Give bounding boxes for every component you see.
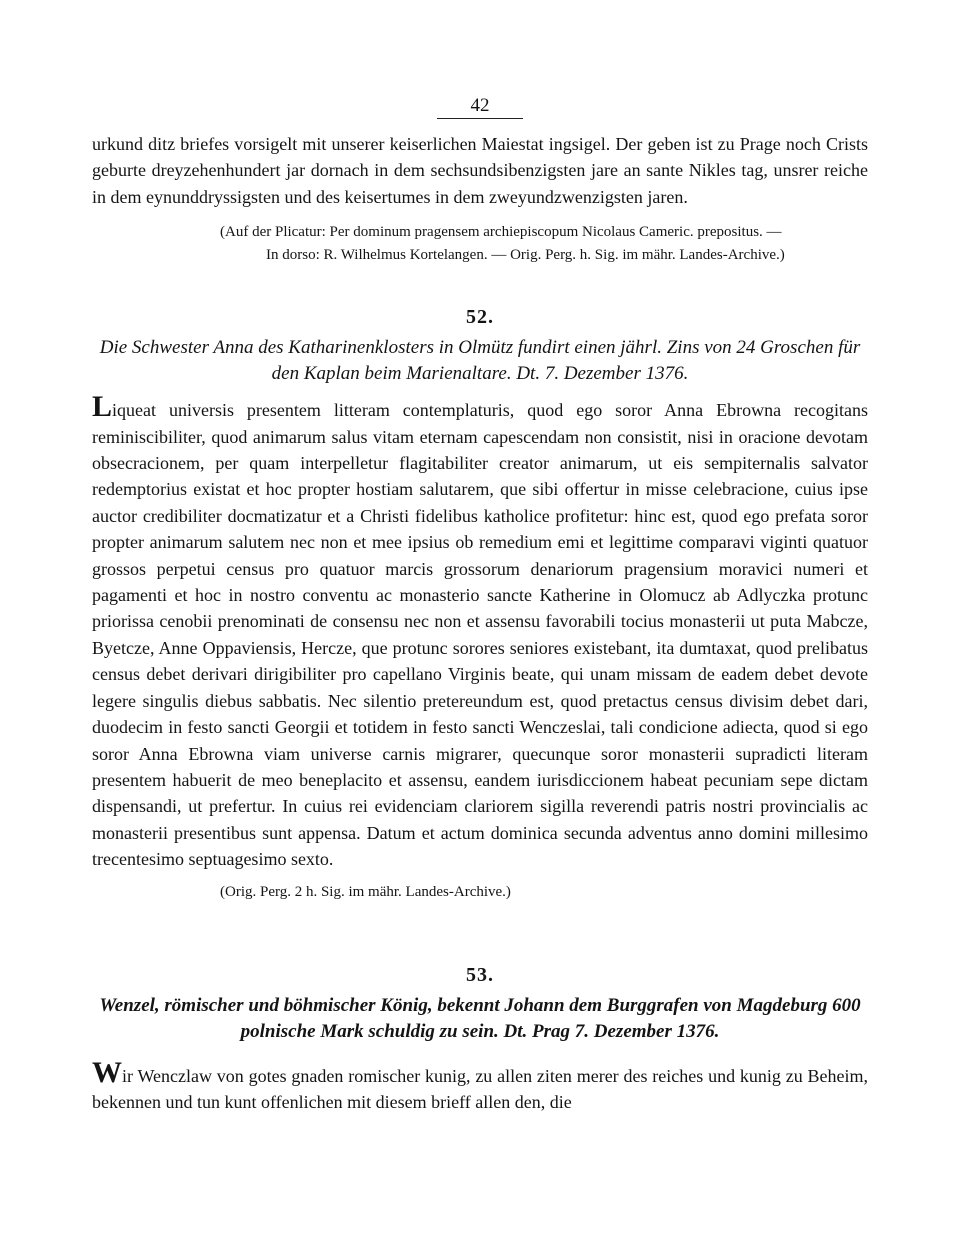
top-paragraph: urkund ditz briefes vorsigelt mit unserer keiserlichen Maiestat ingsigel. Der geben ist zu Prage noch Crists geburte dreyzehenhundert jar dornach in dem sechsundsibenzigsten jare an sante Nikles tag, unsrer reiche in dem eynunddryssigsten und des keisertumes in dem zweyundzwenzigsten jaren.: [92, 134, 868, 207]
document-52-heading: Die Schwester Anna des Katharinenklosters in Olmütz fundirt einen jährl. Zins von 24 Groschen für den Kaplan beim Marienaltare. Dt. 7. Dezember 1376.: [99, 337, 861, 385]
document-52-number: 52.: [466, 306, 494, 329]
document-53-initial: W: [92, 1055, 122, 1089]
document-52-text: [92, 390, 868, 872]
document-53-text: [92, 1055, 868, 1116]
document-52-body: iqueat universis presentem litteram contemplaturis, quod ego soror Anna Ebrowna recogitans reminiscibiliter, quod animarum salus vitam eternam capescendam non consistit, nisi in oracione devotam obsecracionem, per quam interpelletur flagitabiliter creator animarum, ut eis sempiternalis salvator redemptorius existat et hoc propter hostiam salutarem, que sibi offertur in misse celebracione, cuius ipse auctor credibiliter docmatizatur et a Christi fidelibus katholice profitetur: hinc est, quod ego prefata soror propter animarum salutem nec non et mee ipsius ob remedium emi et legittime comparavi viginti quatuor grossos perpetui census pro quatuor marcis grossorum denariorum pragensium moravici numeri et pagamenti et hoc in nostro conventu ac monasterio sancte Katherine in Olomucz ab Adlyczka protunc priorissa cenobii prenominati de consensu nec non et assensu favorabili tocius monasterii ut puta Mabcze, Byetcze, Anne Oppaviensis, Hercze, que protunc sorores seniores existebant, ita dumtaxat, quod prelibatus census debet derivari dirigibiliter pro capellano Virginis beate, qui unam missam de eadem debet devote legere singulis diebus sabbatis. Nec silentio pretereundum est, quod pretactus census divisim debet dari, duodecim in festo sancti Georgii et totidem in festo sancti Wenczeslai, tali condicione adiecta, quod si ego soror Anna Ebrowna viam universe carnis migrarer, quecunque soror monasterii supradicti literam presentem habuerit de meo beneplacito et assensu, eandem iurisdiccionem habeat pecuniam sepe dictam dispensandi, ut prefertur. In cuius rei evidenciam clariorem sigilla reverendi patris nostri provincialis ac monasterii presentibus sunt appensa. Datum et actum dominica secunda adventus anno domini millesimo trecentesimo septuagesimo sexto.: [92, 400, 868, 870]
top-note: [220, 221, 868, 267]
page-number: 42: [470, 95, 490, 116]
document-53-number: 53.: [466, 963, 494, 986]
document-53-heading: Wenzel, römischer und böhmischer König, bekennt Johann dem Burggrafen von Magdeburg 600 polnische Mark schuldig zu sein. Dt. Prag 7. Dezember 1376.: [99, 994, 861, 1042]
document-52-source: (Orig. Perg. 2 h. Sig. im mähr. Landes-Archive.): [220, 883, 511, 900]
document-52-initial: L: [92, 390, 113, 424]
document-page: [92, 96, 868, 1115]
top-note-line-1: (Auf der Plicatur: Per dominum pragensem archiepiscopum Nicolaus Cameric. prepositus. —: [220, 224, 782, 241]
document-53-body: ir Wenczlaw von gotes gnaden romischer kunig, zu allen ziten merer des reiches und kunig zu Beheim, bekennen und tun kunt offenlichen mit diesem brieff allen den, die: [92, 1065, 868, 1112]
page-number-rule: [437, 118, 523, 119]
top-note-line-2: In dorso: R. Wilhelmus Kortelangen. — Orig. Perg. h. Sig. im mähr. Landes-Archive.): [266, 247, 785, 264]
